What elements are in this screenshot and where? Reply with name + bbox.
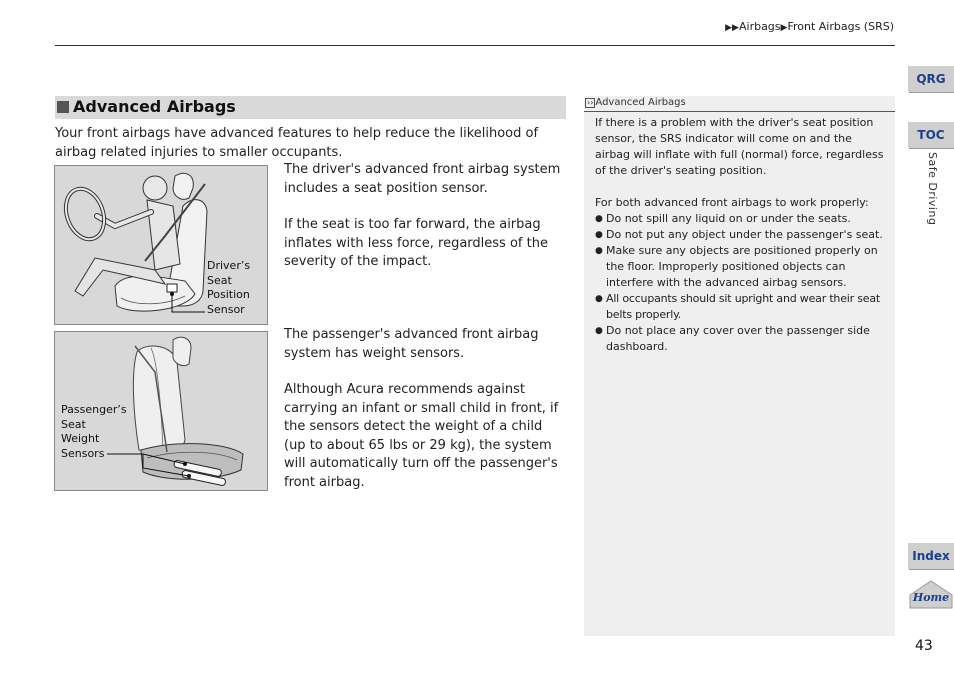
breadcrumb-arrow-icon: ▶	[780, 23, 788, 33]
sidebar-paragraph: For both advanced front airbags to work properly:	[595, 196, 869, 209]
chapter-label: Safe Driving	[926, 152, 939, 226]
driver-sensor-paragraph: The driver's advanced front airbag system includes a seat position sensor.	[284, 162, 561, 196]
passenger-label-line: Weight	[61, 432, 100, 445]
list-item: ● All occupants should sit upright and wear their seat belts properly.	[595, 291, 887, 323]
sidebar-paragraph: If there is a problem with the driver's seat position sensor, the SRS indicator will come on and the airbag will inflate with full (normal) force, regardless of the driver's seating position.	[595, 116, 884, 177]
breadcrumb-arrows-icon: ▶▶	[725, 23, 739, 33]
list-item: ● Do not place any cover over the passenger side dashboard.	[595, 323, 887, 355]
sidebar-note	[584, 96, 895, 636]
driver-label-line: Seat	[207, 273, 232, 287]
ref-arrow-icon: ››	[587, 98, 594, 107]
list-item: ● Make sure any objects are positioned properly on the floor. Improperly positioned objects can interfere with the advanced airbag sensors.	[595, 243, 887, 291]
driver-seat-illustration	[54, 165, 268, 325]
passenger-sensor-label	[61, 403, 127, 461]
breadcrumb-current: Front Airbags (SRS)	[787, 20, 894, 33]
home-label: Home	[912, 591, 950, 604]
driver-inflation-paragraph: If the seat is too far forward, the airbag inflates with less force, regardless of the severity of the impact.	[284, 217, 548, 270]
intro-paragraph: Your front airbags have advanced features to help reduce the likelihood of airbag related injuries to smaller occupants.	[55, 126, 539, 160]
list-item: ● Do not put any object under the passenger's seat.	[595, 227, 887, 243]
sidebar-bullet-list	[595, 211, 887, 355]
passenger-seat-illustration	[54, 331, 268, 491]
section-title: Advanced Airbags	[73, 97, 236, 116]
sidebar-heading	[584, 96, 895, 112]
breadcrumb-link-airbags[interactable]: Airbags	[738, 20, 781, 33]
driver-label-line: Sensor	[207, 302, 245, 316]
index-button[interactable]: Index	[908, 543, 954, 569]
sidebar-heading-text[interactable]: Advanced Airbags	[595, 97, 686, 108]
qrg-button[interactable]: QRG	[908, 66, 954, 92]
passenger-label-line: Sensors	[61, 446, 105, 460]
sidebar-body	[595, 115, 887, 355]
header-divider	[55, 45, 895, 46]
driver-label-line: Position	[207, 288, 250, 301]
passenger-label-line: Passenger’s	[61, 403, 127, 416]
section-heading	[55, 96, 566, 119]
home-button[interactable]	[908, 579, 954, 609]
list-item: ● Do not spill any liquid on or under the seats.	[595, 211, 887, 227]
passenger-sensor-paragraph: The passenger's advanced front airbag system has weight sensors.	[284, 327, 539, 361]
driver-sensor-label	[207, 259, 250, 317]
breadcrumb	[725, 20, 894, 33]
child-weight-paragraph: Although Acura recommends against carrying an infant or small child in front, if the sensors detect the weight of a child (up to about 65 lbs or 29 kg), the system will automatically turn off the passenger's front airbag.	[284, 382, 559, 490]
passenger-label-line: Seat	[61, 417, 86, 431]
page-number: 43	[915, 638, 933, 654]
driver-label-line: Driver’s	[207, 259, 251, 272]
home-icon	[908, 579, 954, 609]
section-square-icon	[57, 101, 69, 113]
toc-button[interactable]: TOC	[908, 122, 954, 148]
